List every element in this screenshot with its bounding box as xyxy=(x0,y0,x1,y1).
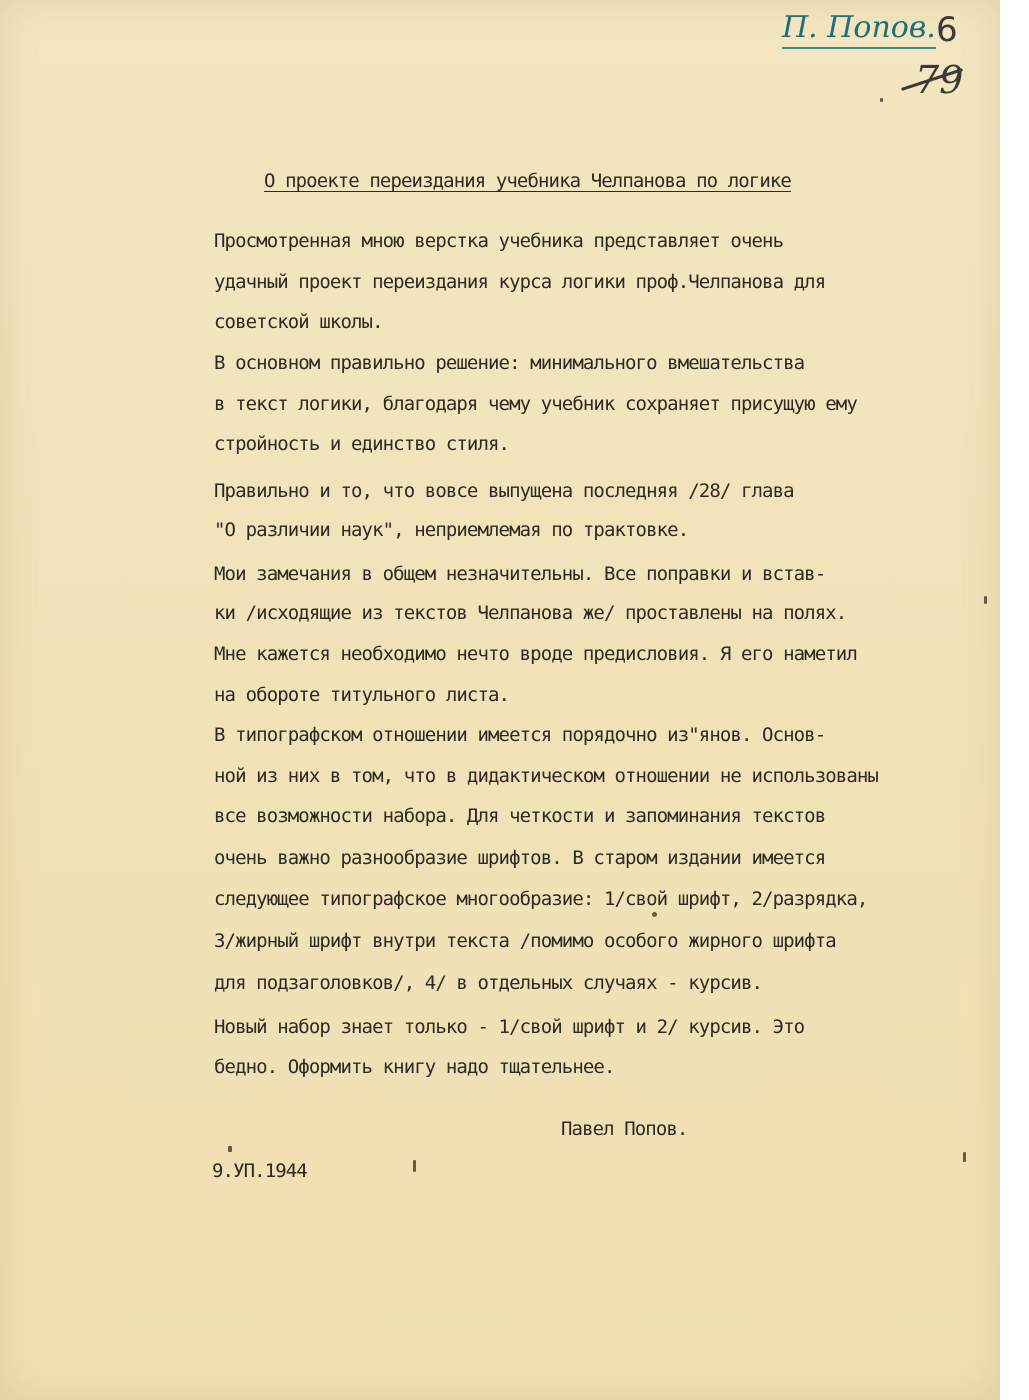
body-line: на обороте титульного листа. xyxy=(214,684,510,706)
body-line: очень важно разнообразие шрифтов. В старом издании имеется xyxy=(214,847,826,869)
body-line: стройность и единство стиля. xyxy=(214,433,510,455)
body-line: В типографском отношении имеется порядочно из"янов. Основ- xyxy=(214,724,826,746)
ink-speck xyxy=(228,1146,232,1152)
handwritten-sheet-number: 6 xyxy=(936,10,958,50)
ink-speck xyxy=(652,912,657,917)
body-line: "О различии наук", неприемлемая по трактовке. xyxy=(214,519,689,541)
scan-margin xyxy=(1000,0,1029,1400)
body-line: ки /исходящие из текстов Челпанова же/ проставлены на полях. xyxy=(214,602,847,624)
body-line: Мне кажется необходимо нечто вроде предисловия. Я его наметил xyxy=(214,643,857,665)
body-line: бедно. Оформить книгу надо тщательнее. xyxy=(214,1056,615,1078)
ink-speck xyxy=(413,1160,416,1172)
body-line: советской школы. xyxy=(214,311,383,333)
signature: Павел Попов. xyxy=(561,1118,688,1140)
body-line: удачный проект переиздания курса логики проф.Челпанова для xyxy=(214,271,826,293)
body-line: В основном правильно решение: минимального вмешательства xyxy=(214,352,805,374)
document-date: 9.УП.1944 xyxy=(212,1160,307,1182)
body-line: все возможности набора. Для четкости и запоминания текстов xyxy=(214,805,826,827)
handwritten-old-number: 79 xyxy=(915,58,964,102)
body-line: в текст логики, благодаря чему учебник сохраняет присущую ему xyxy=(214,393,857,415)
ink-speck xyxy=(880,98,883,102)
body-line: Правильно и то, что вовсе выпущена последняя /28/ глава xyxy=(214,480,794,502)
document-title: О проекте переиздания учебника Челпанова по логике xyxy=(264,170,791,192)
ink-speck xyxy=(984,596,987,604)
body-line: Новый набор знает только - 1/свой шрифт и 2/ курсив. Это xyxy=(214,1016,805,1038)
handwritten-archive-name: П. Попов. xyxy=(782,10,936,49)
body-line: для подзаголовков/, 4/ в отдельных случаях - курсив. xyxy=(214,972,763,994)
body-line: 3/жирный шрифт внутри текста /помимо особого жирного шрифта xyxy=(214,930,836,952)
body-line: следующее типографское многообразие: 1/свой шрифт, 2/разрядка, xyxy=(214,888,868,910)
body-line: Просмотренная мною верстка учебника представляет очень xyxy=(214,230,784,252)
body-line: Мои замечания в общем незначительны. Все поправки и встав- xyxy=(214,563,826,585)
body-line: ной из них в том, что в дидактическом отношении не использованы xyxy=(214,765,878,787)
ink-speck xyxy=(963,1152,966,1162)
